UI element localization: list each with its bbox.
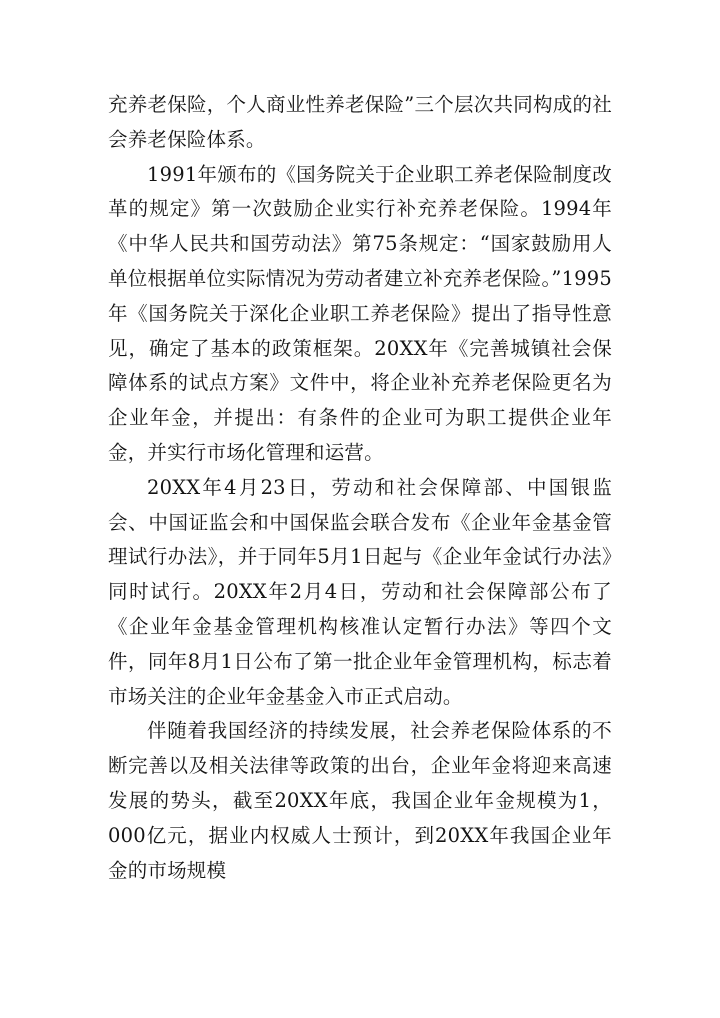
paragraph-market-outlook: 伴随着我国经济的持续发展，社会养老保险体系的不断完善以及相关法律等政策的出台，企业年金将迎来高速发展的势头，截至20XX年底，我国企业年金规模为1，000亿元，据业内权威人士预计，到20XX年我国企业年金的市场规模 <box>108 719 612 882</box>
document-body <box>108 88 612 888</box>
paragraph-policy-history: 1991年颁布的《国务院关于企业职工养老保险制度改革的规定》第一次鼓励企业实行补充养老保险。1994年《中华人民共和国劳动法》第75条规定：“国家鼓励用人单位根据单位实际情况为劳动者建立补充养老保险。”1995年《国务院关于深化企业职工养老保险》提出了指导性意见，确定了基本的政策框架。20XX年《完善城镇社会保障体系的试点方案》文件中，将企业补充养老保险更名为企业年金，并提出：有条件的企业可为职工提供企业年金，并实行市场化管理和运营。 <box>108 162 612 464</box>
paragraph-fund-management: 20XX年4月23日，劳动和社会保障部、中国银监会、中国证监会和中国保监会联合发布《企业年金基金管理试行办法》，并于同年5月1日起与《企业年金试行办法》同时试行。20XX年2月4日，劳动和社会保障部公布了《企业年金基金管理机构核准认定暂行办法》等四个文件，同年8月1日公布了第一批企业年金管理机构，标志着市场关注的企业年金基金入市正式启动。 <box>108 475 612 708</box>
paragraph-continuation: 充养老保险，个人商业性养老保险”三个层次共同构成的社会养老保险体系。 <box>108 93 612 151</box>
